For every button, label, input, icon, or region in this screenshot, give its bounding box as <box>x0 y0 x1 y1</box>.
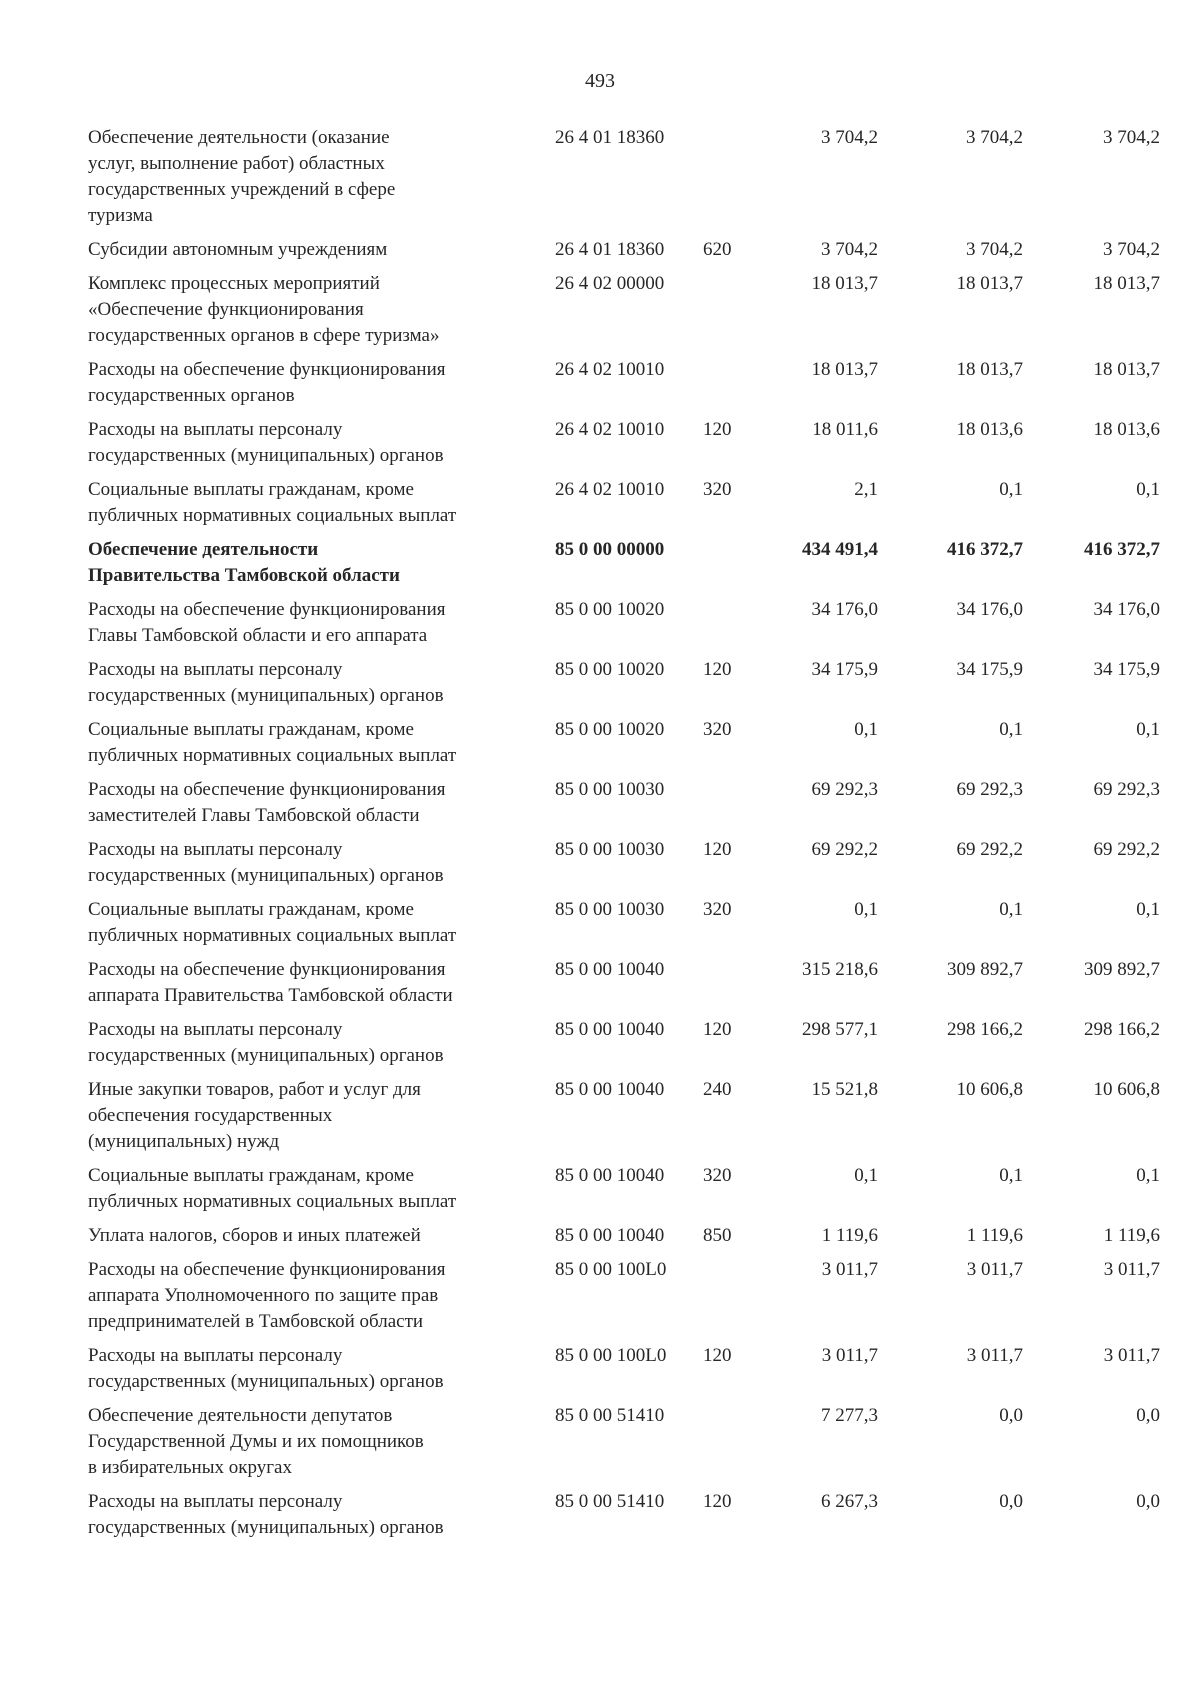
row-amount-year-3: 34 176,0 <box>1093 599 1160 620</box>
row-target-code: 26 4 01 18360 <box>555 127 665 148</box>
row-name: Расходы на обеспечение функционирования Главы Тамбовской области и его аппарата <box>88 599 446 646</box>
budget-table <box>0 125 1200 1549</box>
row-name: Комплекс процессных мероприятий «Обеспечение функционирования государственных органов в сфере туризма» <box>88 273 440 346</box>
row-amount-year-3: 3 704,2 <box>1103 239 1160 260</box>
row-amount-year-3: 34 175,9 <box>1093 659 1160 680</box>
row-expense-type: 120 <box>703 1491 732 1512</box>
row-target-code: 85 0 00 10030 <box>555 779 665 800</box>
row-target-code: 85 0 00 10030 <box>555 899 665 920</box>
row-amount-year-1: 6 267,3 <box>821 1491 878 1512</box>
row-amount-year-2: 0,1 <box>999 899 1023 920</box>
row-name: Расходы на обеспечение функционирования аппарата Уполномоченного по защите прав предпринимателей в Тамбовской области <box>88 1259 446 1332</box>
row-target-code: 26 4 01 18360 <box>555 239 665 260</box>
row-amount-year-1: 0,1 <box>854 899 878 920</box>
row-amount-year-3: 18 013,7 <box>1093 273 1160 294</box>
row-name: Расходы на выплаты персоналу государственных (муниципальных) органов <box>88 1345 444 1392</box>
row-amount-year-3: 1 119,6 <box>1103 1225 1160 1246</box>
row-amount-year-3: 3 011,7 <box>1103 1259 1160 1280</box>
row-target-code: 85 0 00 10030 <box>555 839 665 860</box>
row-amount-year-1: 0,1 <box>854 719 878 740</box>
row-amount-year-1: 3 011,7 <box>821 1345 878 1366</box>
row-expense-type: 120 <box>703 419 732 440</box>
row-amount-year-1: 3 704,2 <box>821 239 878 260</box>
row-target-code: 26 4 02 00000 <box>555 273 665 294</box>
row-amount-year-1: 34 176,0 <box>811 599 878 620</box>
row-amount-year-1: 298 577,1 <box>802 1019 878 1040</box>
row-amount-year-2: 0,0 <box>999 1405 1023 1426</box>
row-amount-year-3: 298 166,2 <box>1084 1019 1160 1040</box>
row-amount-year-1: 18 013,7 <box>811 273 878 294</box>
row-amount-year-2: 1 119,6 <box>966 1225 1023 1246</box>
row-amount-year-3: 0,0 <box>1136 1491 1160 1512</box>
row-name: Обеспечение деятельности Правительства Тамбовской области <box>88 539 400 586</box>
row-target-code: 85 0 00 10040 <box>555 1225 665 1246</box>
row-target-code: 26 4 02 10010 <box>555 479 665 500</box>
table-row <box>0 417 1200 477</box>
row-amount-year-1: 15 521,8 <box>811 1079 878 1100</box>
row-amount-year-2: 18 013,6 <box>956 419 1023 440</box>
row-expense-type: 240 <box>703 1079 732 1100</box>
row-expense-type: 120 <box>703 839 732 860</box>
table-row <box>0 1163 1200 1223</box>
row-amount-year-1: 0,1 <box>854 1165 878 1186</box>
row-name: Социальные выплаты гражданам, кроме публичных нормативных социальных выплат <box>88 899 457 946</box>
row-amount-year-1: 2,1 <box>854 479 878 500</box>
row-name: Расходы на выплаты персоналу государственных (муниципальных) органов <box>88 1491 444 1538</box>
row-amount-year-2: 34 175,9 <box>956 659 1023 680</box>
row-amount-year-1: 3 704,2 <box>821 127 878 148</box>
row-amount-year-3: 18 013,7 <box>1093 359 1160 380</box>
table-row <box>0 237 1200 271</box>
row-amount-year-3: 0,0 <box>1136 1405 1160 1426</box>
table-row <box>0 1223 1200 1257</box>
row-amount-year-3: 69 292,2 <box>1093 839 1160 860</box>
table-row <box>0 1017 1200 1077</box>
table-row <box>0 1077 1200 1163</box>
row-target-code: 85 0 00 10020 <box>555 659 665 680</box>
row-target-code: 85 0 00 10040 <box>555 959 665 980</box>
row-target-code: 85 0 00 10040 <box>555 1165 665 1186</box>
table-row <box>0 897 1200 957</box>
row-amount-year-2: 416 372,7 <box>947 539 1023 560</box>
page-number: 493 <box>585 70 615 92</box>
table-row <box>0 1343 1200 1403</box>
row-amount-year-1: 69 292,2 <box>811 839 878 860</box>
row-amount-year-2: 0,0 <box>999 1491 1023 1512</box>
row-amount-year-2: 3 704,2 <box>966 127 1023 148</box>
row-amount-year-2: 34 176,0 <box>956 599 1023 620</box>
table-row <box>0 125 1200 237</box>
row-expense-type: 850 <box>703 1225 732 1246</box>
row-expense-type: 620 <box>703 239 732 260</box>
table-row <box>0 957 1200 1017</box>
row-name: Иные закупки товаров, работ и услуг для обеспечения государственных (муниципальных) нужд <box>88 1079 421 1152</box>
row-amount-year-1: 69 292,3 <box>811 779 878 800</box>
row-amount-year-1: 3 011,7 <box>821 1259 878 1280</box>
row-expense-type: 120 <box>703 1019 732 1040</box>
row-name: Социальные выплаты гражданам, кроме публичных нормативных социальных выплат <box>88 479 457 526</box>
row-name: Субсидии автономным учреждениям <box>88 239 388 260</box>
row-expense-type: 320 <box>703 479 732 500</box>
row-expense-type: 320 <box>703 719 732 740</box>
table-row <box>0 657 1200 717</box>
row-target-code: 85 0 00 10020 <box>555 719 665 740</box>
row-target-code: 26 4 02 10010 <box>555 419 665 440</box>
row-name: Расходы на выплаты персоналу государственных (муниципальных) органов <box>88 419 444 466</box>
table-row <box>0 597 1200 657</box>
row-name: Обеспечение деятельности (оказание услуг, выполнение работ) областных государственных учреждений в сфере туризма <box>88 127 396 226</box>
row-amount-year-3: 18 013,6 <box>1093 419 1160 440</box>
row-amount-year-1: 1 119,6 <box>821 1225 878 1246</box>
row-target-code: 85 0 00 51410 <box>555 1491 665 1512</box>
row-amount-year-1: 315 218,6 <box>802 959 878 980</box>
row-amount-year-2: 298 166,2 <box>947 1019 1023 1040</box>
row-amount-year-2: 18 013,7 <box>956 273 1023 294</box>
row-amount-year-2: 309 892,7 <box>947 959 1023 980</box>
row-target-code: 85 0 00 100L0 <box>555 1259 667 1280</box>
row-name: Расходы на обеспечение функционирования государственных органов <box>88 359 446 406</box>
row-amount-year-2: 0,1 <box>999 1165 1023 1186</box>
row-amount-year-3: 0,1 <box>1136 719 1160 740</box>
row-name: Социальные выплаты гражданам, кроме публичных нормативных социальных выплат <box>88 1165 457 1212</box>
table-row <box>0 1489 1200 1549</box>
row-amount-year-3: 0,1 <box>1136 899 1160 920</box>
table-row <box>0 777 1200 837</box>
table-row <box>0 477 1200 537</box>
row-amount-year-3: 69 292,3 <box>1093 779 1160 800</box>
row-target-code: 26 4 02 10010 <box>555 359 665 380</box>
row-amount-year-3: 309 892,7 <box>1084 959 1160 980</box>
row-amount-year-3: 0,1 <box>1136 479 1160 500</box>
row-amount-year-3: 3 704,2 <box>1103 127 1160 148</box>
row-target-code: 85 0 00 00000 <box>555 539 665 560</box>
row-name: Социальные выплаты гражданам, кроме публичных нормативных социальных выплат <box>88 719 457 766</box>
row-expense-type: 320 <box>703 1165 732 1186</box>
row-name: Расходы на обеспечение функционирования заместителей Главы Тамбовской области <box>88 779 446 826</box>
row-target-code: 85 0 00 10040 <box>555 1079 665 1100</box>
row-name: Расходы на выплаты персоналу государственных (муниципальных) органов <box>88 839 444 886</box>
row-name: Уплата налогов, сборов и иных платежей <box>88 1225 421 1246</box>
row-amount-year-2: 3 704,2 <box>966 239 1023 260</box>
row-amount-year-1: 18 011,6 <box>812 419 878 440</box>
table-row <box>0 1403 1200 1489</box>
row-expense-type: 120 <box>703 659 732 680</box>
row-expense-type: 120 <box>703 1345 732 1366</box>
row-name: Обеспечение деятельности депутатов Государственной Думы и их помощников в избирательных округах <box>88 1405 424 1478</box>
row-name: Расходы на выплаты персоналу государственных (муниципальных) органов <box>88 659 444 706</box>
table-row <box>0 537 1200 597</box>
row-amount-year-2: 10 606,8 <box>956 1079 1023 1100</box>
row-amount-year-1: 7 277,3 <box>821 1405 878 1426</box>
row-amount-year-2: 3 011,7 <box>966 1259 1023 1280</box>
row-amount-year-2: 3 011,7 <box>966 1345 1023 1366</box>
row-amount-year-3: 416 372,7 <box>1084 539 1160 560</box>
row-amount-year-2: 69 292,2 <box>956 839 1023 860</box>
row-target-code: 85 0 00 100L0 <box>555 1345 667 1366</box>
row-target-code: 85 0 00 51410 <box>555 1405 665 1426</box>
row-target-code: 85 0 00 10020 <box>555 599 665 620</box>
row-amount-year-1: 34 175,9 <box>811 659 878 680</box>
table-row <box>0 717 1200 777</box>
row-target-code: 85 0 00 10040 <box>555 1019 665 1040</box>
table-row <box>0 271 1200 357</box>
table-row <box>0 1257 1200 1343</box>
row-amount-year-3: 10 606,8 <box>1093 1079 1160 1100</box>
row-amount-year-3: 3 011,7 <box>1103 1345 1160 1366</box>
row-amount-year-2: 69 292,3 <box>956 779 1023 800</box>
row-amount-year-1: 434 491,4 <box>802 539 878 560</box>
row-amount-year-3: 0,1 <box>1136 1165 1160 1186</box>
table-row <box>0 837 1200 897</box>
row-name: Расходы на обеспечение функционирования аппарата Правительства Тамбовской области <box>88 959 453 1006</box>
row-amount-year-2: 0,1 <box>999 719 1023 740</box>
row-amount-year-2: 18 013,7 <box>956 359 1023 380</box>
row-amount-year-2: 0,1 <box>999 479 1023 500</box>
row-expense-type: 320 <box>703 899 732 920</box>
table-row <box>0 357 1200 417</box>
row-name: Расходы на выплаты персоналу государственных (муниципальных) органов <box>88 1019 444 1066</box>
row-amount-year-1: 18 013,7 <box>811 359 878 380</box>
